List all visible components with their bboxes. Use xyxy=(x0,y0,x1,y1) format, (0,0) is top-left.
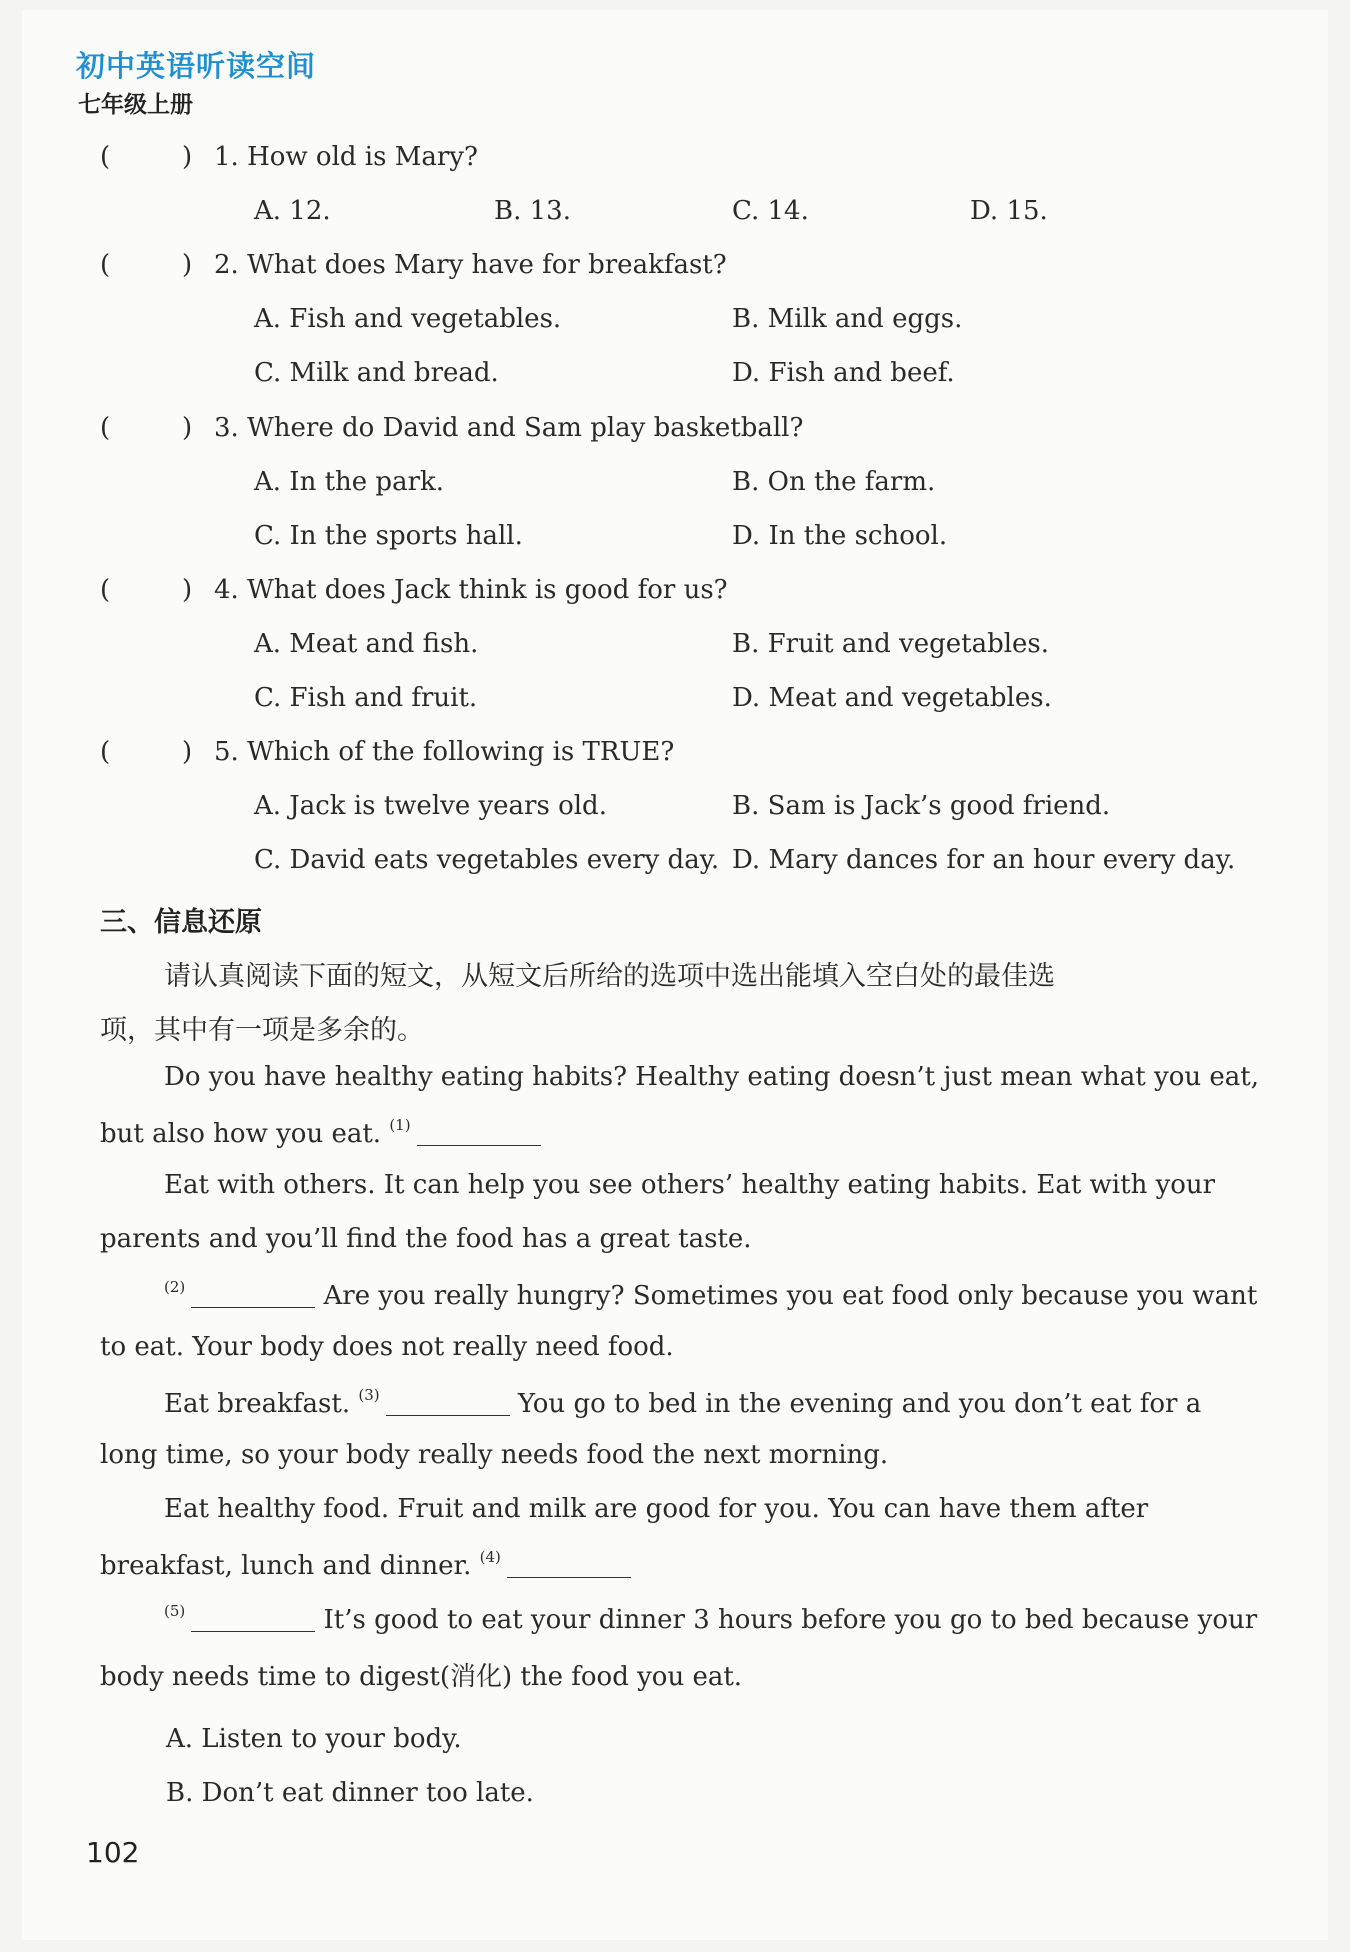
blank-4[interactable] xyxy=(507,1555,631,1578)
option-a: A. Jack is twelve years old. xyxy=(254,791,607,821)
option-c: C. Fish and fruit. xyxy=(254,683,478,713)
option-d: D. Meat and vegetables. xyxy=(732,683,1052,713)
passage-p3-line-2: to eat. Your body does not really need food. xyxy=(100,1332,674,1362)
page-number: 102 xyxy=(86,1836,140,1869)
passage-p1-line-1: Do you have healthy eating habits? Healthy eating doesn’t just mean what you eat, xyxy=(164,1062,1259,1092)
passage-text: but also how you eat. xyxy=(100,1119,382,1149)
blank-number: (2) xyxy=(164,1278,186,1296)
instruction-line-2: 项，其中有一项是多余的。 xyxy=(100,1015,424,1046)
question-text: 2. What does Mary have for breakfast? xyxy=(214,250,727,280)
answer-paren-close: ) xyxy=(182,250,193,280)
option-b: B. Fruit and vegetables. xyxy=(732,629,1050,659)
blank-2[interactable] xyxy=(191,1285,315,1308)
passage-p5-line-1: Eat healthy food. Fruit and milk are good for you. You can have them after xyxy=(164,1494,1149,1524)
passage-p6-line-1 xyxy=(164,1602,1258,1635)
question-text: 5. Which of the following is TRUE? xyxy=(214,737,675,767)
blank-3[interactable] xyxy=(386,1393,510,1416)
passage-p2-line-2: parents and you’ll find the food has a great taste. xyxy=(100,1224,752,1254)
series-title: 初中英语听读空间 xyxy=(76,49,317,83)
option-c: C. Milk and bread. xyxy=(254,358,499,388)
option-a: A. 12. xyxy=(254,196,331,226)
passage-p1-line-2 xyxy=(100,1116,1228,1149)
option-b: B. Sam is Jack’s good friend. xyxy=(732,791,1111,821)
passage-p6-line-2: body needs time to digest(消化) the food you eat. xyxy=(100,1662,743,1692)
option-c: C. David eats vegetables every day. xyxy=(254,845,720,875)
question-text: 1. How old is Mary? xyxy=(214,142,478,172)
passage-text: It’s good to eat your dinner 3 hours before you go to bed because your xyxy=(323,1605,1258,1635)
option-a: A. In the park. xyxy=(254,467,445,497)
passage-p4-line-1 xyxy=(164,1386,1228,1419)
blank-5[interactable] xyxy=(191,1609,315,1632)
answer-paren-open: ( xyxy=(100,142,111,172)
answer-paren-close: ) xyxy=(182,737,193,767)
option-d: D. In the school. xyxy=(732,521,948,551)
answer-paren-open: ( xyxy=(100,250,111,280)
answer-paren-open: ( xyxy=(100,737,111,767)
answer-paren-close: ) xyxy=(182,142,193,172)
option-c: C. In the sports hall. xyxy=(254,521,523,551)
option-b: B. Milk and eggs. xyxy=(732,304,963,334)
answer-paren-close: ) xyxy=(182,575,193,605)
answer-paren-open: ( xyxy=(100,413,111,443)
answer-paren-close: ) xyxy=(182,413,193,443)
option-d: D. Mary dances for an hour every day. xyxy=(732,845,1236,875)
blank-1[interactable] xyxy=(417,1123,541,1146)
choice-a: A. Listen to your body. xyxy=(166,1724,462,1754)
blank-number: (1) xyxy=(389,1116,411,1134)
passage-p2-line-1: Eat with others. It can help you see others’ healthy eating habits. Eat with your xyxy=(164,1170,1216,1200)
option-a: A. Fish and vegetables. xyxy=(254,304,562,334)
option-a: A. Meat and fish. xyxy=(254,629,479,659)
passage-text: You go to bed in the evening and you don’t eat for a xyxy=(517,1389,1202,1419)
question-text: 3. Where do David and Sam play basketball? xyxy=(214,413,804,443)
option-d: D. Fish and beef. xyxy=(732,358,955,388)
instruction-line-1: 请认真阅读下面的短文，从短文后所给的选项中选出能填入空白处的最佳选 xyxy=(164,961,1055,992)
passage-text: breakfast, lunch and dinner. xyxy=(100,1551,472,1581)
passage-p4-line-2: long time, so your body really needs food the next morning. xyxy=(100,1440,889,1470)
blank-number: (5) xyxy=(164,1602,186,1620)
answer-paren-open: ( xyxy=(100,575,111,605)
grade-label: 七年级上册 xyxy=(78,92,193,118)
section-title: 三、信息还原 xyxy=(100,907,262,938)
option-d: D. 15. xyxy=(970,196,1048,226)
passage-p3-line-1 xyxy=(164,1278,1258,1311)
passage-text: Are you really hungry? Sometimes you eat food only because you want xyxy=(323,1281,1258,1311)
option-c: C. 14. xyxy=(732,196,809,226)
blank-number: (4) xyxy=(479,1548,501,1566)
passage-p5-line-2 xyxy=(100,1548,1228,1581)
option-b: B. On the farm. xyxy=(732,467,936,497)
question-text: 4. What does Jack think is good for us? xyxy=(214,575,728,605)
blank-number: (3) xyxy=(358,1386,380,1404)
passage-text: Eat breakfast. xyxy=(164,1389,351,1419)
option-b: B. 13. xyxy=(494,196,571,226)
choice-b: B. Don’t eat dinner too late. xyxy=(166,1778,534,1808)
